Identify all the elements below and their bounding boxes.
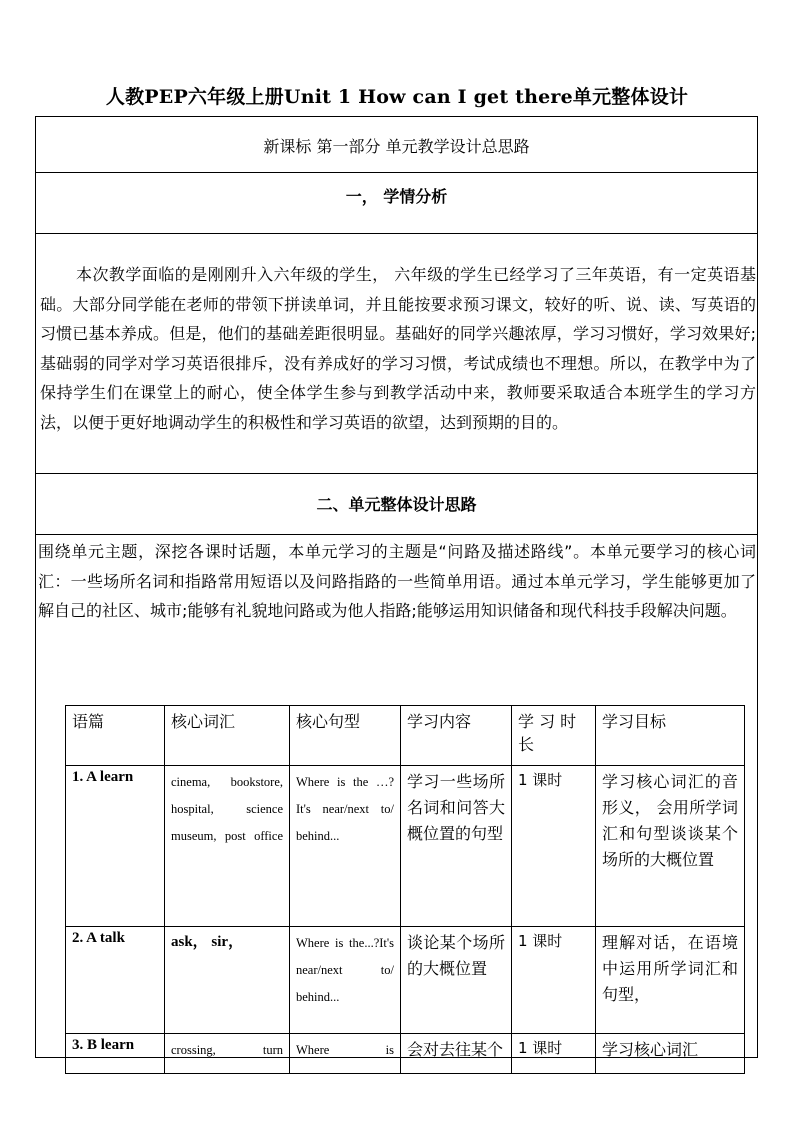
unit-plan-table [65, 705, 745, 1074]
section1-paragraph: 本次教学面临的是刚刚升入六年级的学生， 六年级的学生已经学习了三年英语，有一定英语基础。大部分同学能在老师的带领下拼读单词，并且能按要求预习课文，较好的听、说、读、写英语的习惯已基本养成。但是，他们的基础差距很明显。基础好的同学兴趣浓厚，学习习惯好，学习效果好;基础弱的同学对学习英语很排斥，没有养成好的学习习惯，考试成绩也不理想。所以，在教学中为了保持学生们在课堂上的耐心，使全体学生参与到教学活动中来，教师要采取适合本班学生的学习方法，以便于更好地调动学生的积极性和学习英语的欲望，达到预期的目的。 [40, 265, 756, 432]
divider [36, 534, 757, 535]
header-cell: 学习目标 [596, 706, 745, 766]
lesson-cell: 2. A talk [66, 927, 165, 1034]
goal-cell: 学习核心词汇 [596, 1034, 745, 1074]
header-cell: 核心词汇 [165, 706, 290, 766]
design-table-frame [35, 116, 758, 1058]
section1-heading: 一， 学情分析 [345, 187, 448, 206]
section2-heading: 二、单元整体设计思路 [316, 495, 477, 514]
vocab-cell: ask， sir， [165, 927, 290, 1034]
vocab-cell: cinema, bookstore, hospital, science museum, post office [165, 766, 290, 927]
header-cell: 核心句型 [290, 706, 401, 766]
lesson-cell: 1. A learn [66, 766, 165, 927]
time-cell: 1 课时 [512, 927, 596, 1034]
vocab-cell: crossing, turn [165, 1034, 290, 1074]
content-cell: 会对去往某个 [401, 1034, 512, 1074]
table-header-row [66, 706, 745, 766]
time-cell: 1 课时 [512, 766, 596, 927]
content-cell: 谈论某个场所的大概位置 [401, 927, 512, 1034]
header-cell: 语篇 [66, 706, 165, 766]
header-cell: 学 习 时 长 [512, 706, 596, 766]
sentence-cell: Where is the …?It's near/next to/ behind... [290, 766, 401, 927]
section2-paragraph: 围绕单元主题，深挖各课时话题，本单元学习的主题是“问路及描述路线”。本单元要学习的核心词汇：一些场所名词和指路常用短语以及问路指路的一些简单用语。通过本单元学习，学生能够更加了解自己的社区、城市;能够有礼貌地问路或为他人指路;能够运用知识储备和现代科技手段解决问题。 [38, 542, 756, 620]
goal-cell: 理解对话，在语境中运用所学词汇和句型， [596, 927, 745, 1034]
time-cell: 1 课时 [512, 1034, 596, 1074]
content-cell: 学习一些场所名词和问答大概位置的句型 [401, 766, 512, 927]
divider [36, 473, 757, 474]
document-title: 人教PEP六年级上册Unit 1 How can I get there单元整体设计 [105, 86, 689, 108]
part-heading: 新课标 第一部分 单元教学设计总思路 [263, 137, 530, 156]
table-row [66, 927, 745, 1034]
table-row [66, 1034, 745, 1074]
divider [36, 233, 757, 234]
divider [36, 172, 757, 173]
goal-cell: 学习核心词汇的音形义， 会用所学词汇和句型谈谈某个场所的大概位置 [596, 766, 745, 927]
lesson-cell: 3. B learn [66, 1034, 165, 1074]
sentence-cell: Where is [290, 1034, 401, 1074]
sentence-cell: Where is the...?It's near/next to/ behind... [290, 927, 401, 1034]
header-cell: 学习内容 [401, 706, 512, 766]
table-row [66, 766, 745, 927]
